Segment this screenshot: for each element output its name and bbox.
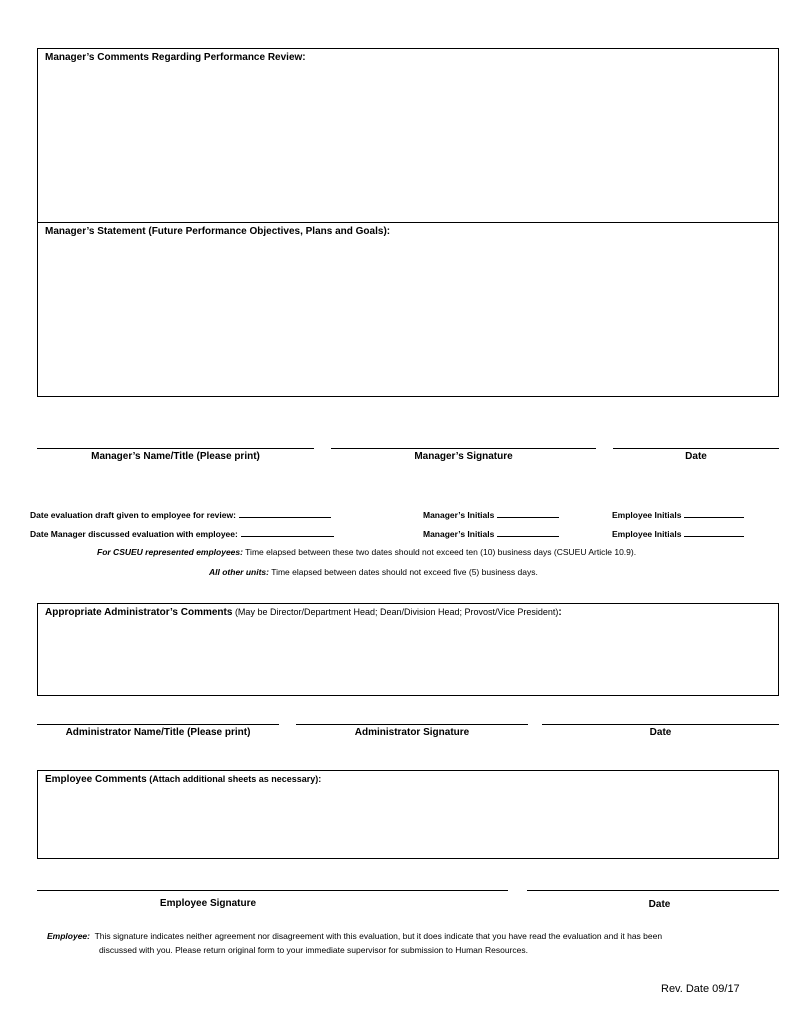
employee-acknowledgement-note xyxy=(47,929,767,957)
employee-initials-label: Employee Initials xyxy=(612,529,682,539)
administrator-comments-hint: (May be Director/Department Head; Dean/Division Head; Provost/Vice President) xyxy=(232,607,559,617)
employee-comments-box[interactable] xyxy=(37,770,779,859)
acknowledgement-line-1 xyxy=(47,929,767,943)
employee-initials-field-2[interactable] xyxy=(684,528,744,537)
discussed-date-field[interactable] xyxy=(241,528,334,537)
discussed-date-row xyxy=(30,528,334,539)
revision-date: Rev. Date 09/17 xyxy=(661,983,740,995)
administrator-signature-line[interactable] xyxy=(296,724,528,725)
discussed-employee-initials xyxy=(612,528,744,539)
draft-manager-initials xyxy=(423,509,559,520)
manager-signature-label: Manager’s Signature xyxy=(414,451,513,462)
employee-comments-title: Employee Comments xyxy=(45,774,147,785)
employee-date-line[interactable] xyxy=(527,890,779,891)
manager-comments-label: Manager’s Comments Regarding Performance Review: xyxy=(45,52,306,63)
other-units-emphasis: All other units: xyxy=(209,567,269,577)
draft-date-row xyxy=(30,509,331,520)
csueu-note-text: Time elapsed between these two dates should not exceed ten (10) business days (CSUEU Article 10.9). xyxy=(242,547,637,557)
administrator-name-line[interactable] xyxy=(37,724,279,725)
administrator-comments-label xyxy=(45,607,562,618)
manager-signature-line[interactable] xyxy=(331,448,596,449)
employee-comments-hint: (Attach additional sheets as necessary): xyxy=(146,774,322,784)
draft-employee-initials xyxy=(612,509,744,520)
csueu-note xyxy=(97,547,636,557)
manager-name-label: Manager’s Name/Title (Please print) xyxy=(91,451,260,462)
administrator-date-line[interactable] xyxy=(542,724,779,725)
manager-comments-box[interactable] xyxy=(37,48,779,223)
acknowledgement-emphasis: Employee: xyxy=(47,931,90,941)
administrator-comments-title: Appropriate Administrator’s Comments xyxy=(45,607,233,618)
manager-name-line[interactable] xyxy=(37,448,314,449)
discussed-manager-initials xyxy=(423,528,559,539)
employee-date-label: Date xyxy=(648,899,671,910)
other-units-note xyxy=(209,567,538,577)
discussed-date-label: Date Manager discussed evaluation with employee: xyxy=(30,529,238,539)
employee-initials-label: Employee Initials xyxy=(612,510,682,520)
draft-date-label: Date evaluation draft given to employee for review: xyxy=(30,510,236,520)
acknowledgement-line-2: discussed with you. Please return original form to your immediate supervisor for submission to Human Resources. xyxy=(99,945,528,955)
manager-initials-field-1[interactable] xyxy=(497,509,559,518)
draft-date-field[interactable] xyxy=(239,509,331,518)
manager-initials-label: Manager’s Initials xyxy=(423,529,495,539)
manager-statement-box[interactable] xyxy=(37,222,779,397)
administrator-name-label: Administrator Name/Title (Please print) xyxy=(65,727,251,738)
employee-initials-field-1[interactable] xyxy=(684,509,744,518)
manager-initials-label: Manager’s Initials xyxy=(423,510,495,520)
other-units-text: Time elapsed between dates should not exceed five (5) business days. xyxy=(268,567,538,577)
manager-statement-label: Manager’s Statement (Future Performance Objectives, Plans and Goals): xyxy=(45,226,391,237)
employee-signature-line[interactable] xyxy=(37,890,508,891)
manager-date-line[interactable] xyxy=(613,448,779,449)
administrator-signature-label: Administrator Signature xyxy=(354,727,470,738)
administrator-date-label: Date xyxy=(649,727,672,738)
administrator-comments-box[interactable] xyxy=(37,603,779,696)
employee-comments-label xyxy=(45,774,321,785)
manager-initials-field-2[interactable] xyxy=(497,528,559,537)
manager-date-label: Date xyxy=(685,451,707,462)
employee-signature-label: Employee Signature xyxy=(159,898,257,909)
csueu-note-emphasis: For CSUEU represented employees: xyxy=(97,547,243,557)
acknowledgement-text-1: This signature indicates neither agreement nor disagreement with this evaluation, but it does indicate that you have read the evaluation and it has been xyxy=(90,931,663,941)
administrator-comments-suffix: : xyxy=(558,607,562,618)
